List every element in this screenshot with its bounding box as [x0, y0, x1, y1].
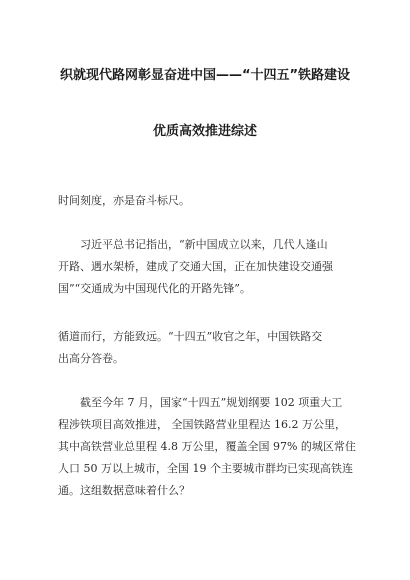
document-title-line-2: 优质高效推进综述 — [152, 124, 257, 139]
paragraph-2-line-2: 开路、遇水架桥，建成了交通大国，正在加快建设交通强 — [58, 260, 333, 273]
document-title-line-1: 织就现代路网彰显奋进中国——“十四五”铁路建设 — [59, 68, 351, 83]
paragraph-4 — [58, 392, 356, 502]
paragraph-2-line-1: 习近平总书记指出，“新中国成立以来，几代人逢山 — [80, 238, 328, 251]
paragraph-3-line-2: 出高分答卷。 — [58, 352, 124, 365]
paragraph-4-line-4: 人口 50 万以上城市，全国 19 个主要城市群均已实现高铁连 — [58, 462, 353, 475]
paragraph-4-line-5: 通。这组数据意味着什么？ — [58, 484, 190, 497]
paragraph-2-line-3: 国”“交通成为中国现代化的开路先锋”。 — [58, 282, 251, 295]
paragraph-1-line-1: 时间刻度，亦是奋斗标尺。 — [58, 194, 190, 207]
paragraph-4-line-2: 程涉铁项目高效推进， 全国铁路营业里程达 16.2 万公里， — [58, 418, 346, 431]
paragraph-3-line-1: 循道而行，方能致远。“十四五”收官之年，中国铁路交 — [58, 330, 323, 343]
paragraph-3 — [58, 326, 350, 370]
paragraph-2 — [58, 234, 350, 300]
paragraph-4-line-1: 截至今年 7 月，国家“十四五”规划纲要 102 项重大工 — [80, 396, 343, 409]
paragraph-4-line-3: 其中高铁营业总里程 4.8 万公里，覆盖全国 97% 的城区常住 — [58, 440, 356, 453]
paragraph-1 — [58, 190, 350, 212]
